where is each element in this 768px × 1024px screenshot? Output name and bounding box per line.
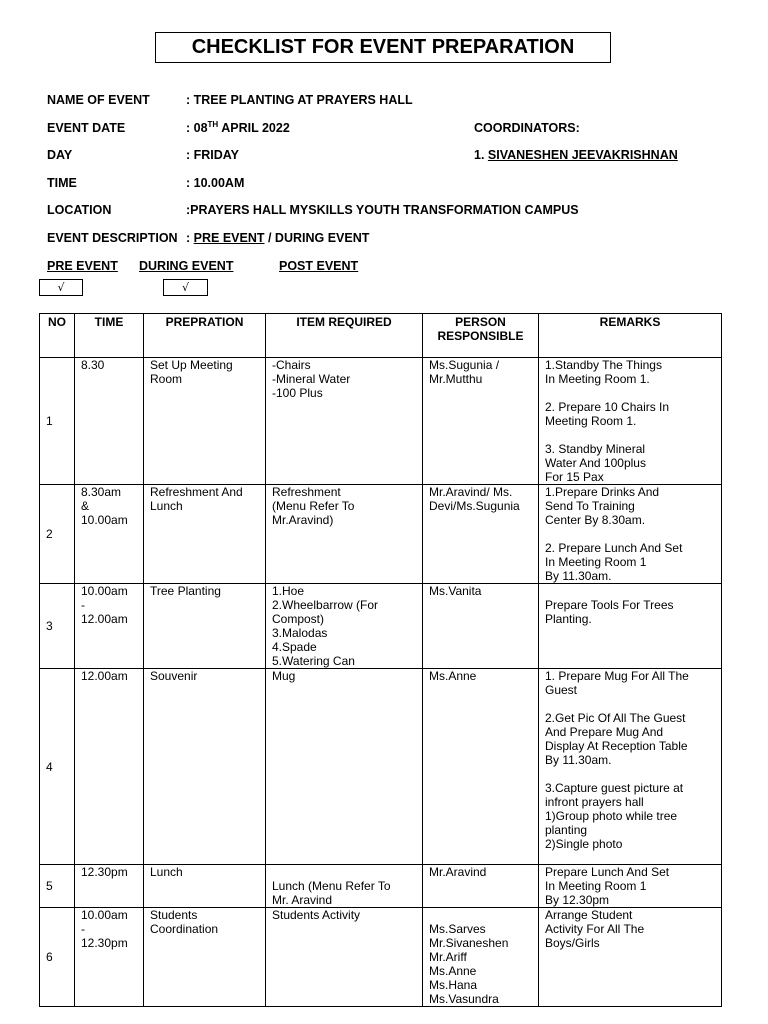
remarks-cell-line: 1.Prepare Drinks And (545, 485, 660, 499)
remarks-cell-line: By 12.30pm (545, 893, 610, 907)
table-row (40, 865, 722, 908)
items-cell-line: Mug (272, 669, 296, 683)
preparation-cell (144, 908, 266, 1007)
coordinator-name: SIVANESHEN JEEVAKRISHNAN (487, 148, 678, 162)
header-item-required: ITEM REQUIRED (266, 314, 423, 358)
remarks-cell-line: Boys/Girls (545, 936, 600, 950)
person-cell-line: Ms.Anne (429, 964, 477, 978)
remarks-cell-line: 1.Standby The Things (545, 358, 662, 372)
person-cell (423, 908, 539, 1007)
remarks-cell-line: 2. Prepare 10 Chairs In (545, 400, 670, 414)
items-cell-line: Refreshment (272, 485, 341, 499)
table-row (40, 669, 722, 865)
preparation-cell (144, 669, 266, 865)
time-cell-line: & (81, 499, 90, 513)
preparation-cell (144, 865, 266, 908)
preparation-cell-line: Souvenir (150, 669, 198, 683)
coordinator-number: 1. (474, 148, 488, 162)
header-preparation: PREPRATION (144, 314, 266, 358)
during-event-checkbox: √ (163, 279, 208, 296)
remarks-cell-line: 1. Prepare Mug For All The (545, 669, 689, 683)
remarks-cell-line: For 15 Pax (545, 470, 604, 484)
remarks-cell-line: 2.Get Pic Of All The Guest (545, 711, 686, 725)
preparation-cell-line: Set Up Meeting (150, 358, 233, 372)
event-name-value: : TREE PLANTING AT PRAYERS HALL (186, 93, 413, 107)
person-cell-line: Mr.Mutthu (429, 372, 483, 386)
items-cell-line: Lunch (Menu Refer To (272, 879, 391, 893)
event-name-label: NAME OF EVENT (47, 93, 150, 107)
items-cell-line: 1.Hoe (272, 584, 305, 598)
items-cell (266, 669, 423, 865)
items-cell-line: Mr. Aravind (272, 893, 333, 907)
time-cell (75, 669, 144, 865)
preparation-cell-line: Room (150, 372, 183, 386)
description-during-event: / DURING EVENT (264, 231, 370, 245)
preparation-cell-line: Refreshment And (150, 485, 243, 499)
remarks-cell-line: 2)Single photo (545, 837, 623, 851)
person-cell-line: Ms.Vasundra (429, 992, 499, 1006)
row-number-cell: 6 (40, 908, 75, 1007)
remarks-cell-line (545, 697, 715, 711)
remarks-cell-line: Prepare Lunch And Set (545, 865, 670, 879)
remarks-cell-line (545, 428, 715, 442)
person-cell-line: Ms.Hana (429, 978, 478, 992)
remarks-cell-line: By 11.30am. (545, 753, 612, 767)
person-cell-line: Mr.Sivaneshen (429, 936, 509, 950)
table-header-row (40, 314, 722, 358)
items-cell-line (272, 865, 416, 879)
remarks-cell (539, 584, 722, 669)
person-cell-line: Ms.Sugunia / (429, 358, 500, 372)
header-remarks: REMARKS (539, 314, 722, 358)
remarks-cell (539, 669, 722, 865)
row-number-cell: 4 (40, 669, 75, 865)
time-cell-line: 8.30am (81, 485, 122, 499)
phase-pre-event: PRE EVENT (47, 259, 118, 273)
items-cell (266, 485, 423, 584)
time-label: TIME (47, 176, 77, 190)
items-cell (266, 584, 423, 669)
header-no: NO (40, 314, 75, 358)
remarks-cell-line (545, 386, 715, 400)
person-cell-line: Ms.Sarves (429, 922, 486, 936)
preparation-cell-line: Tree Planting (150, 584, 221, 598)
person-cell-line: Mr.Aravind/ Ms. (429, 485, 513, 499)
time-cell (75, 908, 144, 1007)
preparation-cell-line: Lunch (150, 865, 183, 879)
items-cell-line: Students Activity (272, 908, 361, 922)
remarks-cell-line: By 11.30am. (545, 569, 612, 583)
time-cell-line: - (81, 922, 85, 936)
remarks-cell-line: Display At Reception Table (545, 739, 688, 753)
person-cell-line: Devi/Ms.Sugunia (429, 499, 520, 513)
time-cell-line: 12.00am (81, 612, 128, 626)
remarks-cell-line: In Meeting Room 1 (545, 879, 647, 893)
person-cell-line: Ms.Vanita (429, 584, 482, 598)
location-label: LOCATION (47, 203, 112, 217)
items-cell-line: Mr.Aravind) (272, 513, 334, 527)
remarks-cell-line: Arrange Student (545, 908, 633, 922)
phase-post-event: POST EVENT (279, 259, 359, 273)
remarks-cell-line: 3. Standby Mineral (545, 442, 646, 456)
location-value: :PRAYERS HALL MYSKILLS YOUTH TRANSFORMATION CAMPUS (186, 203, 579, 217)
header-person-line-2: RESPONSIBLE (437, 329, 524, 343)
day-label: DAY (47, 148, 73, 162)
remarks-cell-line: Center By 8.30am. (545, 513, 646, 527)
person-cell (423, 669, 539, 865)
remarks-cell-line: Water And 100plus (545, 456, 646, 470)
time-cell-line: 12.30pm (81, 865, 128, 879)
items-cell-line: 5.Watering Can (272, 654, 355, 668)
remarks-cell-line: 2. Prepare Lunch And Set (545, 541, 683, 555)
items-cell (266, 865, 423, 908)
time-cell-line: - (81, 598, 85, 612)
remarks-cell-line: 3.Capture guest picture at (545, 781, 684, 795)
table-row (40, 485, 722, 584)
items-cell (266, 358, 423, 485)
table-row (40, 584, 722, 669)
description-colon: : (186, 231, 194, 245)
time-cell-line: 10.00am (81, 584, 128, 598)
person-cell (423, 865, 539, 908)
remarks-cell (539, 908, 722, 1007)
items-cell-line: 3.Malodas (272, 626, 328, 640)
preparation-cell (144, 358, 266, 485)
time-value: : 10.00AM (186, 176, 245, 190)
time-cell (75, 584, 144, 669)
remarks-cell-line (545, 767, 715, 781)
header-person-responsible (423, 314, 539, 358)
event-date-month-year: APRIL 2022 (218, 121, 290, 135)
time-cell-line: 8.30 (81, 358, 105, 372)
preparation-cell (144, 485, 266, 584)
description-label: EVENT DESCRIPTION (47, 231, 178, 245)
day-value: : FRIDAY (186, 148, 240, 162)
items-cell-line: -100 Plus (272, 386, 323, 400)
items-cell-line: 4.Spade (272, 640, 317, 654)
row-number-cell: 1 (40, 358, 75, 485)
preparation-cell (144, 584, 266, 669)
items-cell-line: 2.Wheelbarrow (For (272, 598, 379, 612)
remarks-cell-line: Planting. (545, 612, 592, 626)
time-cell (75, 358, 144, 485)
remarks-cell-line: Guest (545, 683, 578, 697)
time-cell-line: 12.00am (81, 669, 128, 683)
header-time: TIME (75, 314, 144, 358)
items-cell (266, 908, 423, 1007)
description-pre-event: PRE EVENT (193, 231, 265, 245)
person-cell (423, 485, 539, 584)
time-cell-line: 10.00am (81, 908, 128, 922)
coordinator-entry (474, 148, 678, 162)
row-number-cell: 3 (40, 584, 75, 669)
time-cell-line: 10.00am (81, 513, 128, 527)
items-cell-line: -Mineral Water (272, 372, 351, 386)
row-number-cell: 5 (40, 865, 75, 908)
remarks-cell-line (545, 527, 715, 541)
remarks-cell-line (545, 584, 715, 598)
header-person-line-1: PERSON (455, 315, 506, 329)
remarks-cell-line: 1)Group photo while tree (545, 809, 678, 823)
pre-event-checkbox: √ (39, 279, 83, 296)
table-row (40, 908, 722, 1007)
preparation-cell-line: Students (150, 908, 198, 922)
remarks-cell-line: planting (545, 823, 588, 837)
document-title: CHECKLIST FOR EVENT PREPARATION (155, 32, 611, 63)
remarks-cell-line: Send To Training (545, 499, 635, 513)
remarks-cell-line: In Meeting Room 1 (545, 555, 647, 569)
description-value (186, 231, 369, 245)
remarks-cell-line: Activity For All The (545, 922, 645, 936)
person-cell (423, 584, 539, 669)
items-cell-line: Compost) (272, 612, 325, 626)
time-cell (75, 865, 144, 908)
preparation-table (39, 313, 722, 1007)
event-date-label: EVENT DATE (47, 121, 126, 135)
person-cell-line: Ms.Anne (429, 669, 477, 683)
time-cell (75, 485, 144, 584)
remarks-cell (539, 358, 722, 485)
remarks-cell-line: Meeting Room 1. (545, 414, 637, 428)
row-number-cell: 2 (40, 485, 75, 584)
preparation-cell-line: Coordination (150, 922, 219, 936)
remarks-cell-line: And Prepare Mug And (545, 725, 664, 739)
remarks-cell-line: infront prayers hall (545, 795, 644, 809)
person-cell-line (429, 908, 532, 922)
remarks-cell-line: Prepare Tools For Trees (545, 598, 674, 612)
table-row (40, 358, 722, 485)
person-cell-line: Mr.Aravind (429, 865, 487, 879)
time-cell-line: 12.30pm (81, 936, 128, 950)
items-cell-line: -Chairs (272, 358, 311, 372)
event-date-day: : 08 (186, 121, 208, 135)
remarks-cell-line: In Meeting Room 1. (545, 372, 650, 386)
remarks-cell (539, 865, 722, 908)
person-cell-line: Mr.Ariff (429, 950, 467, 964)
phase-during-event: DURING EVENT (139, 259, 234, 273)
event-date-ordinal: TH (207, 119, 219, 129)
items-cell-line: (Menu Refer To (272, 499, 355, 513)
coordinators-label: COORDINATORS: (474, 121, 580, 135)
person-cell (423, 358, 539, 485)
preparation-cell-line: Lunch (150, 499, 183, 513)
remarks-cell (539, 485, 722, 584)
event-date-value (186, 121, 290, 135)
